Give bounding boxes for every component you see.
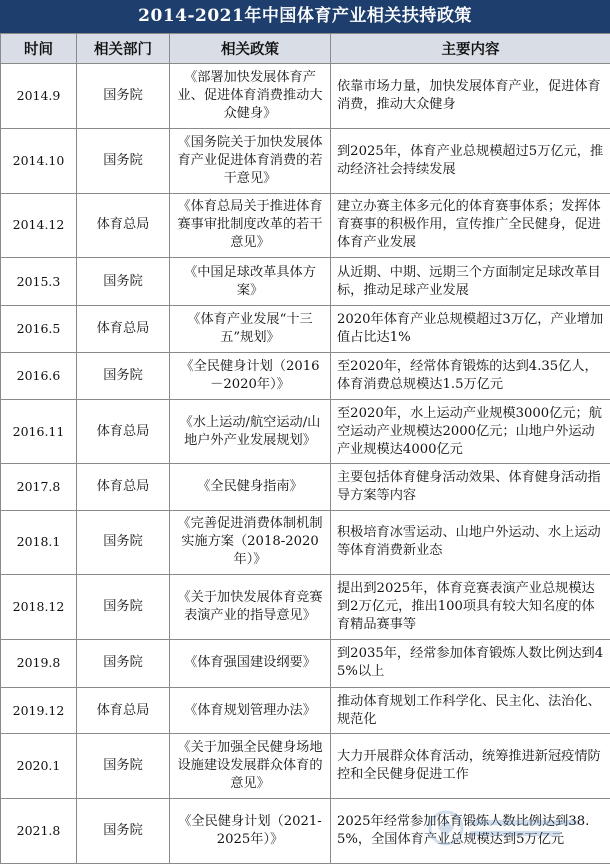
row-content: 建立办赛主体多元化的体育赛事体系；发挥体育赛事的积极作用，宣传推广全民健身，促进体育产业发展 <box>331 193 610 258</box>
table-row <box>1 352 610 400</box>
row-policy: 《关于加快发展体育竞赛表演产业的指导意见》 <box>170 575 331 640</box>
table-row <box>1 463 610 510</box>
row-dept: 国务院 <box>77 799 170 864</box>
row-content: 2025年经常参加体育锻炼人数比例达到38.5%，全国体育产业总规模达到5万亿元 <box>331 799 610 864</box>
table-row <box>1 305 610 352</box>
table-row <box>1 128 610 193</box>
row-content: 推动体育规划工作科学化、民主化、法治化、规范化 <box>331 687 610 734</box>
header-row <box>1 34 610 64</box>
row-date: 2015.3 <box>1 258 77 306</box>
row-dept: 国务院 <box>77 128 170 193</box>
row-policy: 《关于加强全民健身场地设施建设发展群众体育的意见》 <box>170 734 331 799</box>
row-date: 2020.1 <box>1 734 77 799</box>
row-policy: 《全民健身计划（2021-2025年）》 <box>170 799 331 864</box>
row-policy: 《体育总局关于推进体育赛事审批制度改革的若干意见》 <box>170 193 331 258</box>
row-dept: 国务院 <box>77 258 170 306</box>
row-dept: 国务院 <box>77 64 170 129</box>
row-policy: 《完善促进消费体制机制实施方案（2018-2020年）》 <box>170 510 331 575</box>
row-content: 积极培育冰雪运动、山地户外运动、水上运动等体育消费新业态 <box>331 510 610 575</box>
table-row <box>1 64 610 129</box>
row-dept: 体育总局 <box>77 687 170 734</box>
row-date: 2014.10 <box>1 128 77 193</box>
row-content: 到2025年，体育产业总规模超过5万亿元，推动经济社会持续发展 <box>331 128 610 193</box>
row-dept: 国务院 <box>77 734 170 799</box>
row-date: 2016.6 <box>1 352 77 400</box>
row-content: 2020年体育产业总规模超过3万亿，产业增加值占比达1% <box>331 305 610 352</box>
row-date: 2017.8 <box>1 463 77 510</box>
header-policy: 相关政策 <box>170 34 331 64</box>
row-content: 依靠市场力量，加快发展体育产业，促进体育消费，推动大众健身 <box>331 64 610 129</box>
row-dept: 体育总局 <box>77 463 170 510</box>
row-content: 大力开展群众体育活动，统筹推进新冠疫情防控和全民健身促进工作 <box>331 734 610 799</box>
header-date: 时间 <box>1 34 77 64</box>
row-date: 2018.12 <box>1 575 77 640</box>
table-row <box>1 687 610 734</box>
row-date: 2018.1 <box>1 510 77 575</box>
row-policy: 《体育产业发展“十三五”规划》 <box>170 305 331 352</box>
row-policy: 《全民健身指南》 <box>170 463 331 510</box>
table-row <box>1 575 610 640</box>
row-dept: 国务院 <box>77 575 170 640</box>
row-dept: 体育总局 <box>77 193 170 258</box>
row-dept: 体育总局 <box>77 305 170 352</box>
row-date: 2019.12 <box>1 687 77 734</box>
row-content: 提出到2025年，体育竞赛表演产业总规模达到2万亿元，推出100项具有较大知名度的体育精品赛事等 <box>331 575 610 640</box>
row-dept: 国务院 <box>77 352 170 400</box>
row-date: 2019.8 <box>1 640 77 688</box>
table-title: 2014-2021年中国体育产业相关扶持政策 <box>0 0 610 33</box>
row-policy: 《体育规划管理办法》 <box>170 687 331 734</box>
table-row <box>1 799 610 864</box>
row-dept: 国务院 <box>77 510 170 575</box>
row-date: 2021.8 <box>1 799 77 864</box>
row-policy: 《体育强国建设纲要》 <box>170 640 331 688</box>
row-content: 到2035年，经常参加体育锻炼人数比例达到45%以上 <box>331 640 610 688</box>
row-content: 至2020年，水上运动产业规模3000亿元；航空运动产业规模达2000亿元；山地户外运动产业规模达4000亿元 <box>331 400 610 464</box>
row-policy: 《全民健身计划（2016－2020年）》 <box>170 352 331 400</box>
table-row <box>1 400 610 464</box>
row-date: 2016.5 <box>1 305 77 352</box>
row-policy: 《水上运动/航空运动/山地户外产业发展规划》 <box>170 400 331 464</box>
header-content: 主要内容 <box>331 34 610 64</box>
row-policy: 《部署加快发展体育产业、促进体育消费推动大众健身》 <box>170 64 331 129</box>
table-row <box>1 734 610 799</box>
policy-table <box>0 33 610 864</box>
table-row <box>1 193 610 258</box>
row-dept: 体育总局 <box>77 400 170 464</box>
table-row <box>1 640 610 688</box>
header-dept: 相关部门 <box>77 34 170 64</box>
row-content: 至2020年，经常体育锻炼的达到4.35亿人，体育消费总规模达1.5万亿元 <box>331 352 610 400</box>
row-date: 2014.9 <box>1 64 77 129</box>
row-date: 2014.12 <box>1 193 77 258</box>
row-dept: 国务院 <box>77 640 170 688</box>
row-policy: 《中国足球改革具体方案》 <box>170 258 331 306</box>
table-body <box>1 64 610 864</box>
table-row <box>1 258 610 306</box>
row-policy: 《国务院关于加快发展体育产业促进体育消费的若干意见》 <box>170 128 331 193</box>
row-content: 主要包括体育健身活动效果、体育健身活动指导方案等内容 <box>331 463 610 510</box>
table-row <box>1 510 610 575</box>
row-content: 从近期、中期、远期三个方面制定足球改革目标，推动足球产业发展 <box>331 258 610 306</box>
row-date: 2016.11 <box>1 400 77 464</box>
